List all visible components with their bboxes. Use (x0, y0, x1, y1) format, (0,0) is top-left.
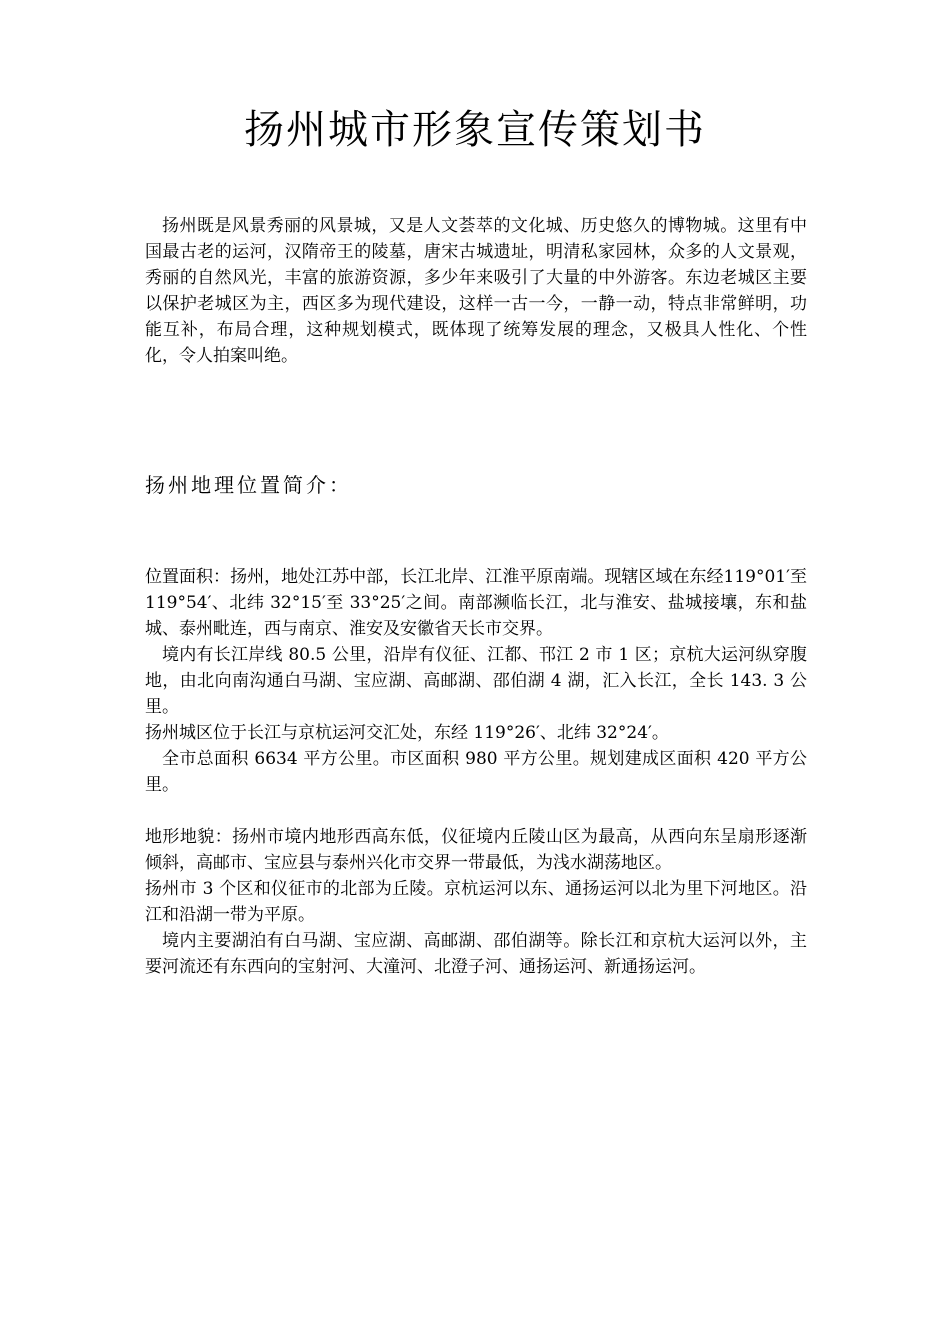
location-paragraph-4: 全市总面积 6634 平方公里。市区面积 980 平方公里。规划建成区面积 420 平方公里。 (145, 749, 807, 795)
paragraph-gap (145, 798, 807, 824)
location-paragraph-2: 境内有长江岸线 80.5 公里，沿岸有仪征、江都、邗江 2 市 1 区；京杭大运河纵穿腹地，由北向南沟通白马湖、宝应湖、高邮湖、邵伯湖 4 湖，汇入长江，全长 143. 3 公里。 (145, 645, 807, 717)
intro-section (145, 213, 807, 369)
geography-section (145, 564, 807, 980)
terrain-paragraph-3: 境内主要湖泊有白马湖、宝应湖、高邮湖、邵伯湖等。除长江和京杭大运河以外，主要河流还有东西向的宝射河、大潼河、北澄子河、通扬运河、新通扬运河。 (145, 931, 807, 977)
terrain-paragraph-1: 地形地貌：扬州市境内地形西高东低，仪征境内丘陵山区为最高，从西向东呈扇形逐渐倾斜，高邮市、宝应县与泰州兴化市交界一带最低，为浅水湖荡地区。 (145, 827, 807, 873)
intro-paragraph: 扬州既是风景秀丽的风景城，又是人文荟萃的文化城、历史悠久的博物城。这里有中国最古老的运河，汉隋帝王的陵墓，唐宋古城遗址，明清私家园林，众多的人文景观，秀丽的自然风光，丰富的旅游资源，多少年来吸引了大量的中外游客。东边老城区主要以保护老城区为主，西区多为现代建设，这样一古一今，一静一动，特点非常鲜明，功能互补，布局合理，这种规划模式，既体现了统筹发展的理念，又极具人性化、个性化，令人拍案叫绝。 (145, 216, 807, 366)
document-title: 扬州城市形象宣传策划书 (244, 107, 706, 153)
section-heading-geography: 扬州地理位置简介： (145, 473, 352, 497)
terrain-paragraph-2: 扬州市 3 个区和仪征市的北部为丘陵。京杭运河以东、通扬运河以北为里下河地区。沿江和沿湖一带为平原。 (145, 879, 807, 925)
location-paragraph-3: 扬州城区位于长江与京杭运河交汇处，东经 119°26′、北纬 32°24′。 (145, 723, 669, 743)
location-paragraph-1: 位置面积：扬州，地处江苏中部，长江北岸、江淮平原南端。现辖区域在东经119°01′至 119°54′、北纬 32°15′至 33°25′之间。南部濒临长江，北与淮安、盐城接壤，东和盐城、泰州毗连，西与南京、淮安及安徽省天长市交界。 (145, 567, 807, 639)
